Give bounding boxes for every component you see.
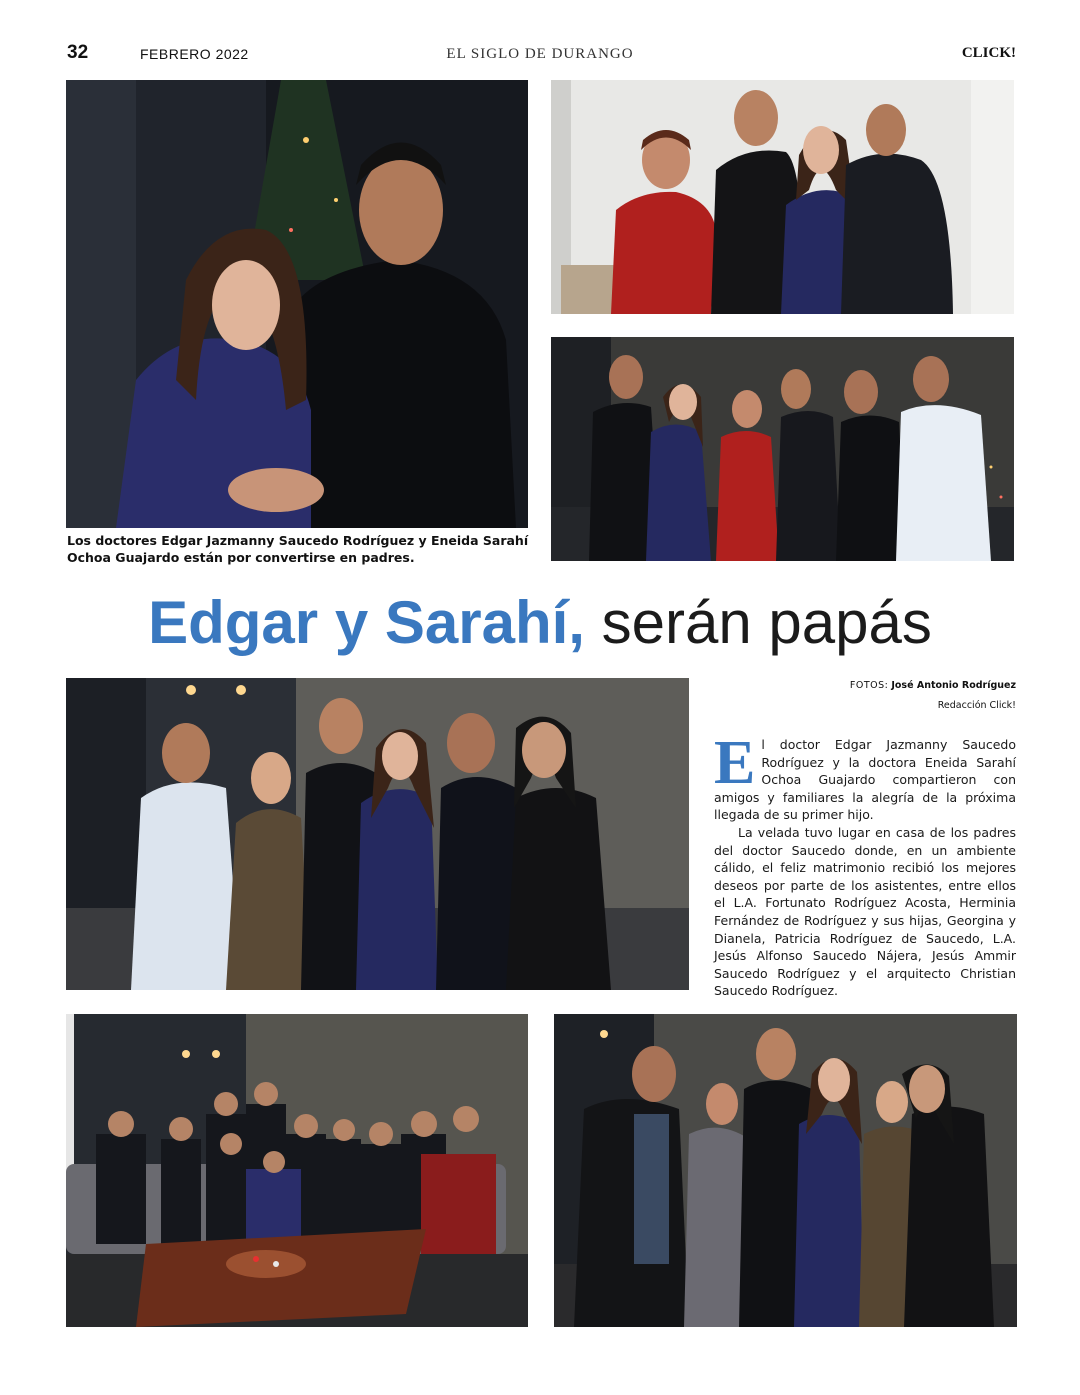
article-paragraph-1-text: l doctor Edgar Jazmanny Saucedo Rodríguez y la doctora Eneida Sarahí Ochoa Guajardo compartieron con amigos y familiares la alegría de la próxima llegada de su primer hijo.	[714, 737, 1016, 823]
photo-family-four	[551, 80, 1014, 314]
headline-rest: serán papás	[584, 589, 932, 656]
photos-label: FOTOS:	[849, 680, 889, 691]
newsroom-credit: Redacción Click!	[937, 700, 1016, 711]
issue-date: FEBRERO 2022	[140, 46, 249, 62]
article-body	[714, 729, 1016, 1000]
photo-large-group-image	[66, 1014, 528, 1327]
photo-family-four-image	[551, 80, 1014, 314]
headline-names: Edgar y Sarahí,	[148, 589, 585, 656]
newspaper-name: EL SIGLO DE DURANGO	[446, 46, 634, 62]
photo-group-six-c	[554, 1014, 1017, 1327]
photographer-name: José Antonio Rodríguez	[891, 680, 1016, 691]
headline	[0, 583, 1080, 663]
photo-group-six-a-image	[551, 337, 1014, 561]
photo-credits	[850, 676, 1016, 716]
photographer-credit	[850, 676, 1016, 696]
photo-group-six-a	[551, 337, 1014, 561]
photo-caption: Los doctores Edgar Jazmanny Saucedo Rodríguez y Eneida Sarahí Ochoa Guajardo están por convertirse en padres.	[67, 533, 529, 565]
photo-couple	[66, 80, 528, 528]
photo-group-six-b	[66, 678, 689, 990]
article-paragraph-1	[714, 729, 1016, 824]
page-number: 32	[67, 42, 89, 63]
article-paragraph-2: La velada tuvo lugar en casa de los padres del doctor Saucedo donde, en un ambiente cálido, el feliz matrimonio recibió los mejores deseos por parte de los asistentes, entre ellos el L.A. Fortunato Rodríguez Acosta, Herminia Fernández de Rodríguez y sus hijas, Georgina y Dianela, Patricia Rodríguez de Saucedo, L.A. Jesús Alfonso Saucedo Nájera, Jesús Ammir Saucedo Rodríguez y el arquitecto Christian Saucedo Rodríguez.	[714, 824, 1016, 999]
drop-cap: E	[714, 729, 756, 797]
section-name: CLICK!	[961, 45, 1016, 61]
photo-couple-image	[66, 80, 528, 528]
photo-group-six-c-image	[554, 1014, 1017, 1327]
photo-large-group	[66, 1014, 528, 1327]
photo-group-six-b-image	[66, 678, 689, 990]
